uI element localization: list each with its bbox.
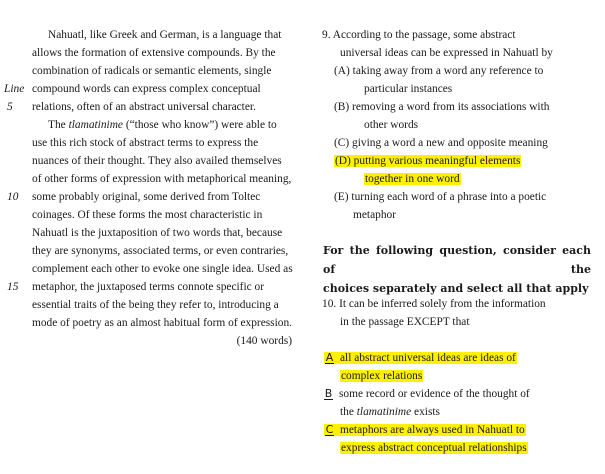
option-9a[interactable] — [334, 62, 543, 80]
option-10a[interactable] — [324, 349, 517, 367]
option-9e[interactable] — [334, 188, 546, 206]
line-label: Line — [4, 83, 25, 95]
passage-line: complement each other to evoke one single idea. Used as — [32, 263, 293, 275]
option-letter: (E) — [334, 191, 349, 203]
option-10c[interactable] — [324, 421, 526, 439]
option-10c-continued — [340, 439, 528, 457]
checkbox-icon[interactable]: A — [325, 351, 334, 364]
line-number-15: 15 — [7, 281, 19, 293]
question-10-stem: 10. It can be inferred solely from the information — [322, 298, 546, 310]
passage-line: relations, often of an abstract universal character. — [32, 101, 256, 113]
option-text: all abstract universal ideas are ideas of — [340, 352, 516, 364]
option-9a-continued: particular instances — [364, 83, 453, 95]
option-10a-continued — [340, 367, 423, 385]
passage-line: nuances of their thought. They also availed themselves — [32, 155, 282, 167]
option-9d-continued — [364, 170, 461, 188]
option-10b-continued — [340, 403, 440, 421]
option-text: some record or evidence of the thought of — [339, 388, 530, 400]
option-10a-highlight: complex relations — [341, 370, 423, 382]
instruction-line: For the following question, consider each of the — [323, 244, 591, 276]
instruction-line: choices separately and select all that apply — [323, 282, 589, 295]
passage-line: some probably original, some derived from Toltec — [32, 191, 261, 203]
option-9e-continued: metaphor — [353, 209, 397, 221]
passage-line: use this rich stock of abstract terms to express the — [32, 137, 259, 149]
line-number-10: 10 — [7, 191, 19, 203]
multi-select-instruction — [323, 241, 591, 298]
word-count: (140 words) — [236, 335, 292, 347]
passage-line: Nahuatl is the juxtaposition of two words that, because — [32, 227, 283, 239]
option-text: putting various meaningful elements — [353, 155, 521, 167]
option-10a-highlight — [324, 352, 517, 364]
question-9-stem: universal ideas can be expressed in Nahuatl by — [340, 47, 553, 59]
option-text: metaphors are always used in Nahuatl to — [340, 424, 525, 436]
option-9c[interactable] — [334, 134, 548, 152]
option-9d[interactable] — [334, 152, 521, 170]
question-10-stem: in the passage EXCEPT that — [340, 316, 470, 328]
option-10b[interactable] — [324, 385, 530, 403]
passage-line: of other forms of expression with metaphorical meaning, — [32, 173, 292, 185]
option-letter: (C) — [334, 137, 350, 149]
option-letter: (A) — [334, 65, 350, 77]
passage-line: combination of radicals or semantic elements, single — [32, 65, 272, 77]
passage-line: they are synonyms, associated terms, or even contraries, — [32, 245, 289, 257]
passage-line: essential traits of the being they refer to, introducing a — [32, 299, 279, 311]
option-letter: (B) — [334, 101, 350, 113]
option-text: giving a word a new and opposite meaning — [352, 137, 548, 149]
passage-line-text: (“those who know”) were able to — [122, 119, 277, 131]
option-text: taking away from a word any reference to — [352, 65, 544, 77]
checkbox-icon[interactable]: C — [325, 423, 334, 436]
option-text: exists — [411, 406, 440, 418]
option-text: turning each word of a phrase into a poetic — [351, 191, 547, 203]
option-10c-highlight — [324, 424, 526, 436]
option-text: removing a word from its associations with — [352, 101, 550, 113]
line-number-5: 5 — [7, 101, 13, 113]
passage-line: Nahuatl, like Greek and German, is a language that — [48, 29, 282, 41]
option-text: the — [340, 406, 357, 418]
passage-line: compound words can express complex conceptual — [32, 83, 261, 95]
passage-line-text: The — [48, 119, 69, 131]
tlamatinime-term: tlamatinime — [356, 406, 412, 418]
passage-line: mode of poetry as an almost habitual form of expression. — [32, 317, 293, 329]
question-9-stem: 9. According to the passage, some abstract — [322, 29, 516, 41]
option-9b-continued: other words — [364, 119, 419, 131]
passage-line — [48, 116, 277, 134]
option-9d-highlight: together in one word — [365, 173, 460, 185]
option-9d-highlight — [334, 155, 521, 167]
option-10c-highlight: express abstract conceptual relationships — [341, 442, 527, 454]
checkbox-icon[interactable]: B — [324, 387, 333, 400]
passage-line: coinages. Of these forms the most characteristic in — [32, 209, 263, 221]
option-letter: (D) — [335, 155, 351, 167]
passage-line: allows the formation of extensive compounds. By the — [32, 47, 276, 59]
tlamatinime-term: tlamatinime — [68, 119, 123, 131]
option-9b[interactable] — [334, 98, 549, 116]
passage-line: metaphor, the juxtaposed terms connote specific or — [32, 281, 265, 293]
